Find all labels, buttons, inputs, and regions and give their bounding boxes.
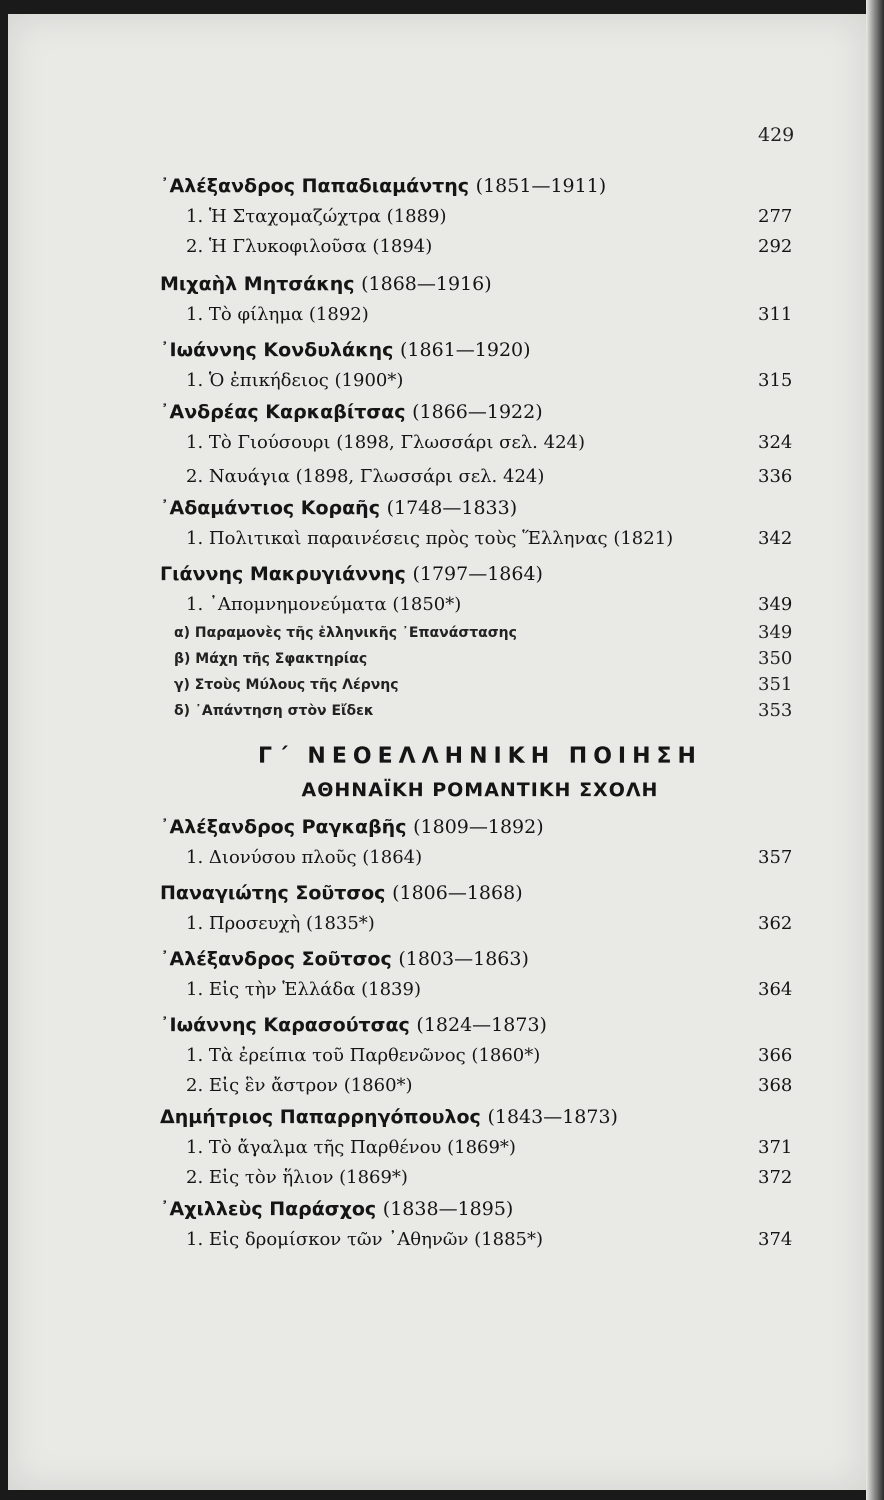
author-name: Παναγιώτης Σοῦτσος	[160, 882, 386, 904]
author-dates: (1843—1873)	[487, 1106, 618, 1128]
sub-title: γ) Στοὺς Μύλους τῆς Λέρνης	[174, 677, 399, 693]
page-ref: 311	[758, 304, 793, 325]
author-name: Μιχαὴλ Μητσάκης	[160, 273, 355, 295]
work-line	[160, 1163, 800, 1193]
author-name: Δημήτριος Παπαρρηγόπουλος	[160, 1106, 481, 1128]
author-dates: (1851—1911)	[475, 175, 607, 197]
page-ref: 350	[758, 648, 793, 669]
author-dates: (1824—1873)	[416, 1014, 547, 1036]
author-name: Γιάννης Μακρυγιάννης	[160, 563, 406, 585]
sub-section-line	[160, 620, 800, 646]
work-title: 1. Προσευχὴ (1835*)	[186, 913, 375, 934]
toc-entry	[160, 1009, 800, 1101]
work-line	[160, 1225, 800, 1255]
author-name: ᾿Αδαμάντιος Κοραῆς	[160, 497, 380, 519]
page-ref: 371	[758, 1137, 793, 1158]
author-heading	[160, 877, 800, 909]
work-line	[160, 300, 800, 334]
page-ref: 336	[758, 466, 793, 487]
page-ref: 368	[758, 1075, 793, 1096]
toc-entry	[160, 811, 800, 877]
author-heading	[160, 558, 800, 590]
toc-entry	[160, 492, 800, 558]
author-heading	[160, 1101, 800, 1133]
sub-title: δ) ᾿Απάντηση στὸν Εἴδεκ	[174, 703, 374, 719]
author-dates: (1803—1863)	[398, 948, 529, 970]
sub-section-line	[160, 698, 800, 724]
author-name: ᾿Ιωάννης Κονδυλάκης	[160, 339, 394, 361]
author-dates: (1866—1922)	[412, 401, 543, 423]
page-ref: 292	[758, 236, 793, 257]
work-title: 2. Ναυάγια (1898, Γλωσσάρι σελ. 424)	[186, 466, 545, 487]
work-title: 1. Πολιτικαὶ παραινέσεις πρὸς τοὺς Ἕλληνας (1821)	[186, 528, 674, 549]
toc-entry	[160, 334, 800, 396]
section-title: Γ΄ ΝΕΟΕΛΛΗΝΙΚΗ ΠΟΙΗΣΗ	[258, 744, 702, 769]
work-line	[160, 909, 800, 943]
author-heading	[160, 1193, 800, 1225]
author-name: ᾿Αλέξανδρος Παπαδιαμάντης	[160, 175, 470, 197]
toc-entry	[160, 1193, 800, 1255]
toc-entry	[160, 396, 800, 492]
page-ref: 349	[758, 622, 793, 643]
author-dates: (1861—1920)	[400, 339, 531, 361]
page-ref: 357	[758, 847, 793, 868]
author-dates: (1797—1864)	[412, 563, 543, 585]
toc-entry	[160, 877, 800, 943]
work-line	[160, 843, 800, 877]
page-ref: 362	[758, 913, 793, 934]
work-line	[160, 462, 800, 492]
page-ref: 351	[758, 674, 793, 695]
toc-entry	[160, 1101, 800, 1193]
page-ref: 342	[758, 528, 793, 549]
work-title: 2. Εἰς τὸν ἥλιον (1869*)	[186, 1167, 408, 1188]
author-dates: (1806—1868)	[392, 882, 523, 904]
author-name: ᾿Αχιλλεὺς Παράσχος	[160, 1198, 377, 1220]
work-title: 2. Εἰς ἓν ἄστρον (1860*)	[186, 1075, 413, 1096]
author-heading	[160, 268, 800, 300]
work-line	[160, 1133, 800, 1163]
author-heading	[160, 334, 800, 366]
toc-entry	[160, 943, 800, 1009]
work-line	[160, 590, 800, 620]
page-ref: 366	[758, 1045, 793, 1066]
work-title: 1. Τὰ ἐρείπια τοῦ Παρθενῶνος (1860*)	[186, 1045, 541, 1066]
work-title: 1. Εἰς τὴν Ἑλλάδα (1839)	[186, 979, 421, 1000]
page-number: 429	[758, 124, 795, 146]
page-edge	[866, 0, 884, 1500]
page-ref: 277	[758, 206, 793, 227]
work-title: 2. Ἡ Γλυκοφιλοῦσα (1894)	[186, 236, 433, 257]
work-title: 1. Εἰς δρομίσκον τῶν ᾿Αθηνῶν (1885*)	[186, 1229, 544, 1250]
work-line	[160, 428, 800, 462]
work-title: 1. Ὁ ἐπικήδειος (1900*)	[186, 370, 404, 391]
page-ref: 349	[758, 594, 793, 615]
work-line	[160, 232, 800, 262]
author-name: ᾿Ανδρέας Καρκαβίτσας	[160, 401, 406, 423]
author-heading	[160, 943, 800, 975]
toc-entry	[160, 558, 800, 724]
work-line	[160, 202, 800, 232]
work-title: 1. ᾿Απομνημονεύματα (1850*)	[186, 594, 462, 615]
author-heading	[160, 170, 800, 202]
author-heading	[160, 1009, 800, 1041]
section-subtitle: ΑΘΗΝΑΪΚΗ ΡΟΜΑΝΤΙΚΗ ΣΧΟΛΗ	[301, 779, 659, 801]
page-ref: 364	[758, 979, 793, 1000]
work-line	[160, 366, 800, 396]
work-title: 1. Τὸ ἄγαλμα τῆς Παρθένου (1869*)	[186, 1137, 516, 1158]
page-ref: 324	[758, 432, 793, 453]
author-heading	[160, 492, 800, 524]
work-title: 1. Τὸ φίλημα (1892)	[186, 304, 369, 325]
page-ref: 315	[758, 370, 793, 391]
work-line	[160, 1071, 800, 1101]
author-name: ᾿Ιωάννης Καρασούτσας	[160, 1014, 410, 1036]
work-line	[160, 1041, 800, 1071]
work-line	[160, 975, 800, 1009]
sub-title: α) Παραμονὲς τῆς ἑλληνικῆς ᾿Επανάστασης	[174, 625, 517, 641]
author-dates: (1809—1892)	[413, 816, 544, 838]
work-title: 1. Ἡ Σταχομαζώχτρα (1889)	[186, 206, 447, 227]
sub-section-line	[160, 672, 800, 698]
author-heading	[160, 811, 800, 843]
author-heading	[160, 396, 800, 428]
author-dates: (1748—1833)	[386, 497, 518, 519]
sub-title: β) Μάχη τῆς Σφακτηρίας	[174, 651, 368, 667]
sub-section-line	[160, 646, 800, 672]
author-name: ᾿Αλέξανδρος Ραγκαβῆς	[160, 816, 407, 838]
work-title: 1. Τὸ Γιούσουρι (1898, Γλωσσάρι σελ. 424)	[186, 432, 585, 453]
toc-entry	[160, 170, 800, 262]
author-dates: (1838—1895)	[382, 1198, 514, 1220]
table-of-contents	[160, 170, 800, 1255]
page-ref: 372	[758, 1167, 793, 1188]
author-name: ᾿Αλέξανδρος Σοῦτσος	[160, 948, 392, 970]
work-line	[160, 524, 800, 558]
page-ref: 353	[758, 700, 793, 721]
toc-entry	[160, 268, 800, 334]
author-dates: (1868—1916)	[361, 273, 492, 295]
page-ref: 374	[758, 1229, 793, 1250]
work-title: 1. Διονύσου πλοῦς (1864)	[186, 847, 423, 868]
